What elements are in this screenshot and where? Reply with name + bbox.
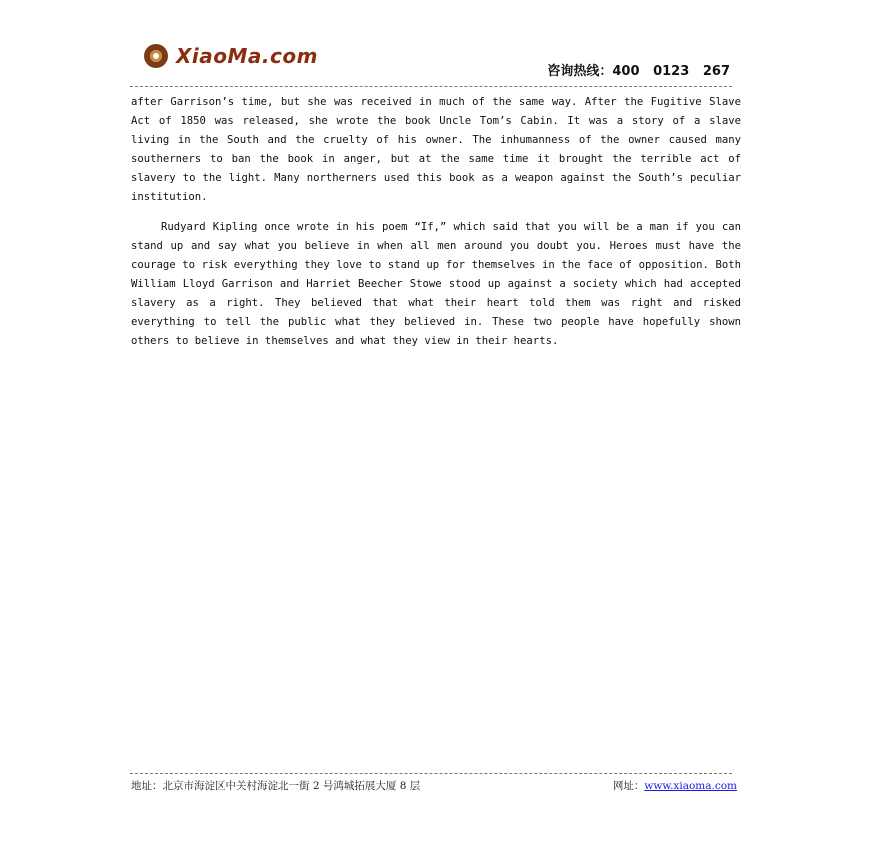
- website-label: 网址：: [612, 780, 645, 792]
- document-body: [131, 93, 741, 351]
- page-header: [130, 40, 740, 86]
- website-link[interactable]: www.xiaoma.com: [644, 780, 737, 792]
- logo-text: XiaoMa.com: [176, 44, 318, 68]
- logo: [144, 44, 318, 68]
- page-footer: [131, 778, 737, 796]
- footer-address: 地址：北京市海淀区中关村海淀北一街 2 号鸿城拓展大厦 8 层: [131, 780, 421, 792]
- paragraph: after Garrison’s time, but she was received in much of the same way. After the Fugitive Slave Act of 1850 was released, she wrote the book Uncle Tom’s Cabin. It was a story of a slave living in the South and the cruelty of his owner. The inhumanness of the owner caused many southerners to ban the book in anger, but at the same time it brought the terrible act of slavery to the light. Many northerners used this book as a weapon against the South’s peculiar institution.: [131, 96, 741, 203]
- hotline-text: 咨询热线：400 0123 267: [547, 64, 730, 79]
- footer-divider: [130, 773, 732, 774]
- header-divider: [130, 86, 732, 87]
- logo-icon: [144, 44, 168, 68]
- footer-website: [613, 778, 737, 793]
- paragraph: Rudyard Kipling once wrote in his poem “If,” which said that you will be a man if you can stand up and say what you believe in when all men around you doubt you. Heroes must have the courage to risk everything they love to stand up for themselves in the face of opposition. Both William Lloyd Garrison and Harriet Beecher Stowe stood up against a society which had accepted slavery as a right. They believed that what their heart told them was right and risked everything to tell the public what they believed in. These two people have hopefully shown others to believe in themselves and what they view in their hearts.: [131, 221, 741, 347]
